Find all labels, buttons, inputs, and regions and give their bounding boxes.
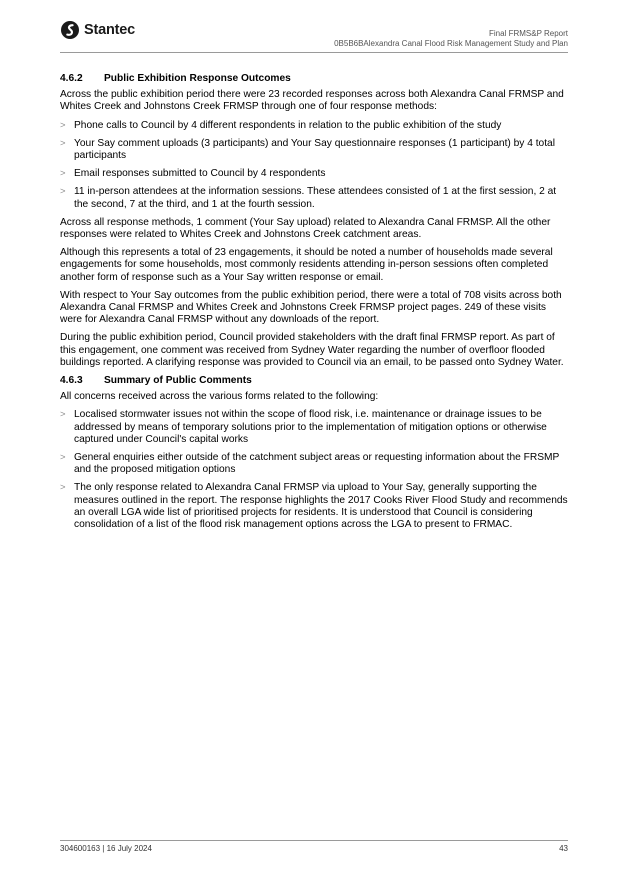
logo-text: Stantec (84, 22, 135, 38)
list-item-text: The only response related to Alexandra Canal FRMSP via upload to Your Say, generally supporting the measures outlined in the report. The response highlights the 2017 Cooks River Flood Study and recommends an overall LGA wide list of prioritised projects for residents. It is understood that Council is considering consolidation of a list of the flood risk management options across the LGA to present to FRMAC. (74, 482, 568, 531)
list-item (60, 120, 568, 132)
list-item (60, 409, 568, 446)
list-item (60, 452, 568, 476)
section-title: Summary of Public Comments (104, 375, 252, 387)
report-subtitle: 0B5B6BAlexandra Canal Flood Risk Management Study and Plan (334, 39, 568, 48)
section-heading-4-6-2 (60, 73, 568, 85)
page-number: 43 (559, 844, 568, 853)
report-title: Final FRMS&P Report (489, 29, 568, 38)
list-item-text: Phone calls to Council by 4 different respondents in relation to the public exhibition of the study (74, 119, 502, 131)
bullet-chevron-icon: > (60, 137, 66, 149)
stantec-logo (60, 20, 135, 40)
document-body (60, 73, 568, 537)
list-item (60, 168, 568, 180)
stantec-logo-icon (60, 20, 80, 40)
bullet-chevron-icon: > (60, 452, 66, 464)
list-item (60, 138, 568, 162)
list-item-text: Your Say comment uploads (3 participants) and Your Say questionnaire responses (1 participant) by 4 total participants (74, 137, 555, 162)
header-divider (60, 52, 568, 53)
public-comments-list (60, 409, 568, 531)
paragraph: During the public exhibition period, Council provided stakeholders with the draft final FRMSP report. As part of this engagement, one comment was received from Sydney Water regarding the number of overfloor flooded buildings reported. A clarifying response was provided to Council via an email, to be passed onto Sydney Water. (60, 332, 564, 368)
section-number: 4.6.2 (60, 73, 83, 84)
bullet-chevron-icon: > (60, 186, 66, 198)
paragraph: All concerns received across the various forms related to the following: (60, 391, 379, 403)
list-item (60, 186, 568, 210)
paragraph: With respect to Your Say outcomes from the public exhibition period, there were a total of 708 visits across both Alexandra Canal FRMSP and Whites Creek and Johnstons Creek FRMSP project pages. 249 of these visits were for Alexandra Canal FRMSP without any downloads of the report. (60, 289, 562, 326)
paragraph: Across all response methods, 1 comment (Your Say upload) related to Alexandra Canal FRMSP. All the other responses were related to Whites Creek and Johnstons Creek catchment areas. (60, 216, 551, 241)
header-report-info (334, 29, 568, 49)
section-title: Public Exhibition Response Outcomes (104, 73, 291, 84)
response-methods-list (60, 120, 568, 211)
list-item-text: Localised stormwater issues not within the scope of flood risk, i.e. maintenance or drainage issues to be addressed by means of temporary solutions prior to the implementation of mitigation options or otherwise captured under Council's capital works (74, 409, 547, 445)
bullet-chevron-icon: > (60, 119, 66, 131)
list-item-text: 11 in-person attendees at the information sessions. These attendees consisted of 1 at the first session, 2 at the second, 7 at the third, and 1 at the fourth session. (74, 186, 557, 210)
bullet-chevron-icon: > (60, 482, 66, 494)
footer-divider (60, 840, 568, 841)
list-item-text: General enquiries either outside of the catchment subject areas or requesting information about the FRSMP and the proposed mitigation options (74, 452, 560, 476)
footer-doc-ref: 304600163 | 16 July 2024 (60, 844, 152, 853)
section-number: 4.6.3 (60, 375, 83, 387)
paragraph: Across the public exhibition period there were 23 recorded responses across both Alexandra Canal FRMSP and Whites Creek and Johnstons Creek FRMSP through one of four response methods: (60, 89, 564, 113)
section-heading-4-6-3 (60, 375, 568, 387)
bullet-chevron-icon: > (60, 409, 66, 421)
bullet-chevron-icon: > (60, 168, 66, 180)
paragraph: Although this represents a total of 23 engagements, it should be noted a number of households made several engagements for some households, most commonly residents attending in-person sessions often completed another form of response such as a Your Say written response or email. (60, 247, 553, 283)
list-item-text: Email responses submitted to Council by 4 respondents (74, 168, 326, 180)
list-item (60, 482, 568, 531)
